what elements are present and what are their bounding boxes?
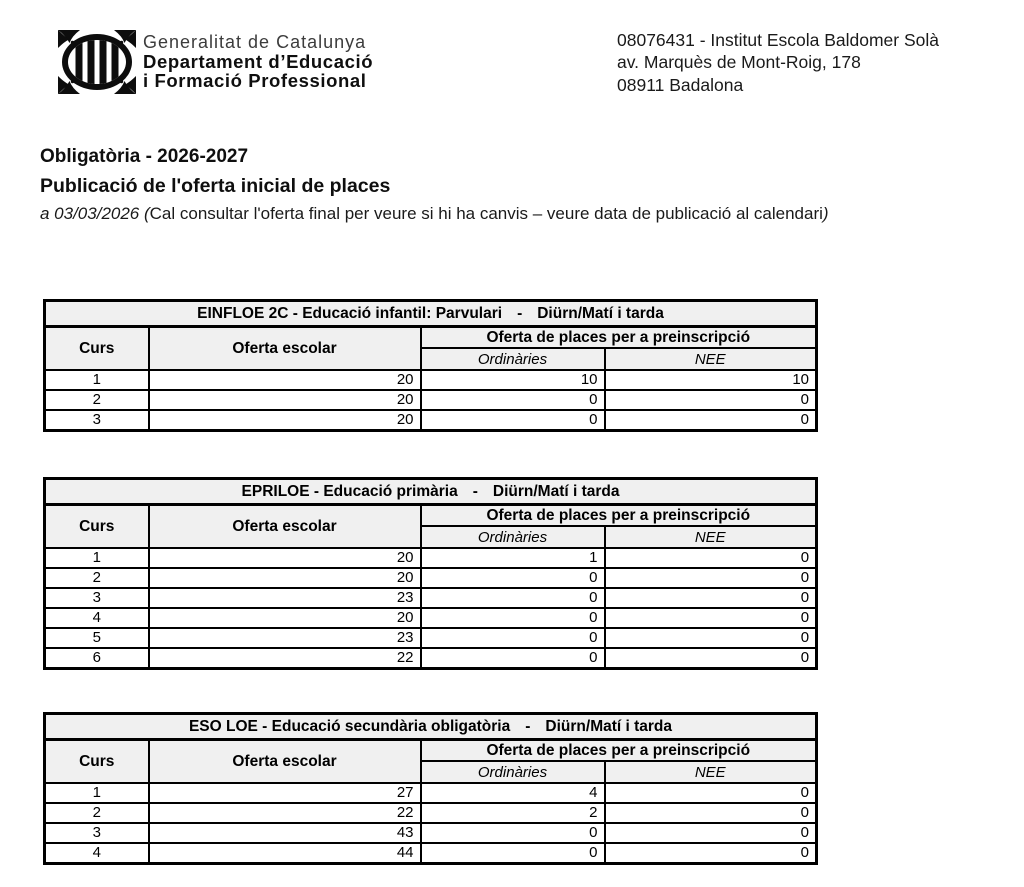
oferta-escolar-cell: 20 — [149, 548, 421, 568]
curs-header: Curs — [45, 327, 149, 371]
oferta-escolar-cell: 43 — [149, 823, 421, 843]
nee-cell: 10 — [605, 370, 817, 390]
ordinaries-header: Ordinàries — [421, 348, 605, 370]
table-row — [45, 823, 817, 843]
table-title-right: Diürn/Matí i tarda — [537, 304, 664, 322]
school-code-name: 08076431 - Institut Escola Baldomer Solà — [617, 30, 939, 50]
ordinaries-cell: 0 — [421, 843, 605, 864]
oferta-escolar-cell: 23 — [149, 628, 421, 648]
school-city: 08911 Badalona — [617, 74, 744, 95]
table-row — [45, 410, 817, 431]
ordinaries-cell: 0 — [421, 410, 605, 431]
table-title-row — [45, 479, 817, 505]
school-street: av. Marquès de Mont-Roig, 178 — [617, 52, 861, 73]
nee-header: NEE — [605, 348, 817, 370]
table-title-right: Diürn/Matí i tarda — [492, 482, 620, 500]
nee-cell: 0 — [605, 410, 817, 431]
oferta-escolar-cell: 44 — [149, 843, 421, 864]
table-row — [45, 588, 817, 608]
ordinaries-cell: 0 — [421, 568, 605, 588]
table-title — [45, 479, 817, 505]
table-title-separator: - — [525, 717, 531, 735]
ordinaries-cell: 4 — [421, 783, 605, 803]
oferta-escolar-cell: 20 — [149, 370, 421, 390]
table-header-row — [45, 327, 817, 349]
curs-cell: 2 — [45, 568, 149, 588]
curs-cell: 3 — [45, 410, 149, 431]
table-row — [45, 390, 817, 410]
ordinaries-cell: 1 — [421, 548, 605, 568]
letterhead-org — [143, 33, 373, 90]
oferta-escolar-cell: 22 — [149, 803, 421, 823]
curs-cell: 2 — [45, 390, 149, 410]
oferta-escolar-header: Oferta escolar — [149, 505, 421, 549]
table-header-row — [45, 505, 817, 527]
ordinaries-cell: 10 — [421, 370, 605, 390]
school-address-block — [617, 29, 939, 96]
curs-cell: 5 — [45, 628, 149, 648]
ordinaries-header: Ordinàries — [421, 761, 605, 783]
oferta-places-header: Oferta de places per a preinscripció — [421, 327, 817, 349]
table-title-row — [45, 301, 817, 327]
ordinaries-cell: 0 — [421, 608, 605, 628]
table-header-row — [45, 740, 817, 762]
table-title-separator: - — [472, 482, 478, 500]
curs-header: Curs — [45, 740, 149, 784]
curs-cell: 6 — [45, 648, 149, 669]
table-row — [45, 648, 817, 669]
table-title — [45, 301, 817, 327]
curs-cell: 4 — [45, 843, 149, 864]
oferta-escolar-cell: 20 — [149, 410, 421, 431]
document-titles — [40, 146, 829, 224]
nee-cell: 0 — [605, 548, 817, 568]
curs-cell: 1 — [45, 370, 149, 390]
nee-header: NEE — [605, 761, 817, 783]
table-row — [45, 843, 817, 864]
oferta-escolar-header: Oferta escolar — [149, 327, 421, 371]
curs-cell: 1 — [45, 548, 149, 568]
nee-cell: 0 — [605, 803, 817, 823]
offer-table-eprlloe — [43, 477, 818, 670]
org-name: Generalitat de Catalunya — [143, 32, 367, 52]
oferta-escolar-cell: 22 — [149, 648, 421, 669]
oferta-escolar-cell: 23 — [149, 588, 421, 608]
ordinaries-cell: 0 — [421, 588, 605, 608]
ordinaries-cell: 0 — [421, 648, 605, 669]
nee-cell: 0 — [605, 608, 817, 628]
oferta-escolar-cell: 20 — [149, 390, 421, 410]
nee-header: NEE — [605, 526, 817, 548]
note-close: ) — [822, 204, 829, 223]
org-department: Departament d’Educació — [143, 51, 374, 72]
offer-table-einfloe — [43, 299, 818, 432]
nee-cell: 0 — [605, 648, 817, 669]
org-department-2: i Formació Professional — [143, 70, 367, 91]
table-title — [45, 714, 817, 740]
curs-cell: 4 — [45, 608, 149, 628]
nee-cell: 0 — [605, 568, 817, 588]
oferta-places-header: Oferta de places per a preinscripció — [421, 740, 817, 762]
offer-table-eso — [43, 712, 818, 865]
table-row — [45, 608, 817, 628]
table-row — [45, 628, 817, 648]
table-row — [45, 370, 817, 390]
table-row — [45, 568, 817, 588]
note-date: a 03/03/2026 ( — [40, 204, 150, 223]
ordinaries-header: Ordinàries — [421, 526, 605, 548]
table-title-row — [45, 714, 817, 740]
table-title-right: Diürn/Matí i tarda — [545, 717, 673, 735]
oferta-escolar-cell: 20 — [149, 608, 421, 628]
ordinaries-cell: 0 — [421, 390, 605, 410]
note-body: Cal consultar l'oferta final per veure si hi ha canvis – veure data de publicació al calendari — [149, 204, 823, 223]
generalitat-logo-icon — [57, 29, 137, 95]
nee-cell: 0 — [605, 823, 817, 843]
ordinaries-cell: 0 — [421, 628, 605, 648]
oferta-escolar-header: Oferta escolar — [149, 740, 421, 784]
table-title-separator: - — [517, 304, 523, 322]
nee-cell: 0 — [605, 390, 817, 410]
ordinaries-cell: 0 — [421, 823, 605, 843]
oferta-escolar-cell: 20 — [149, 568, 421, 588]
ordinaries-cell: 2 — [421, 803, 605, 823]
nee-cell: 0 — [605, 783, 817, 803]
table-row — [45, 783, 817, 803]
nee-cell: 0 — [605, 628, 817, 648]
curs-header: Curs — [45, 505, 149, 549]
table-title-left: ESO LOE - Educació secundària obligatòria — [188, 717, 511, 735]
table-row — [45, 548, 817, 568]
table-row — [45, 803, 817, 823]
curs-cell: 2 — [45, 803, 149, 823]
education-stage-title: Obligatòria - 2026-2027 — [40, 146, 249, 167]
publication-title: Publicació de l'oferta inicial de places — [40, 175, 391, 197]
publication-note — [40, 204, 829, 224]
nee-cell: 0 — [605, 843, 817, 864]
oferta-places-header: Oferta de places per a preinscripció — [421, 505, 817, 527]
nee-cell: 0 — [605, 588, 817, 608]
table-title-left: EINFLOE 2C - Educació infantil: Parvulari — [197, 304, 503, 322]
table-title-left: EPRILOE - Educació primària — [241, 482, 458, 500]
curs-cell: 3 — [45, 588, 149, 608]
oferta-escolar-cell: 27 — [149, 783, 421, 803]
curs-cell: 3 — [45, 823, 149, 843]
curs-cell: 1 — [45, 783, 149, 803]
